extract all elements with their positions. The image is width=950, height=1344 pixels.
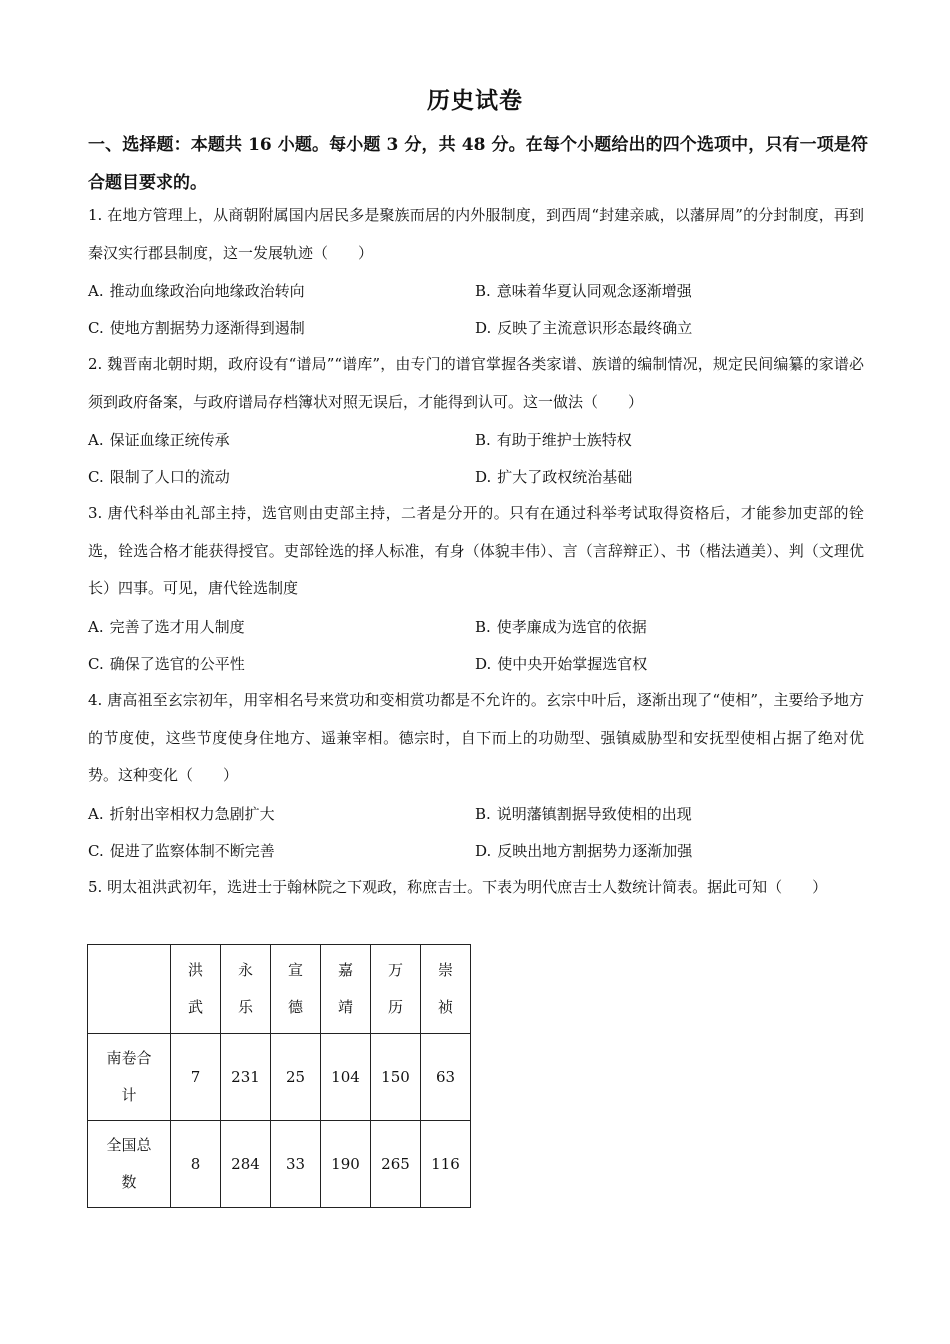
question-3-option-d xyxy=(475,654,647,674)
option-letter: A. xyxy=(88,282,104,300)
row-label-top: 全国总 xyxy=(106,1136,152,1154)
row-label-bottom: 计 xyxy=(121,1086,137,1104)
column-header-top: 崇 xyxy=(437,961,453,979)
option-text: 折射出宰相权力急剧扩大 xyxy=(109,805,275,823)
option-letter: C. xyxy=(88,842,104,860)
question-2-option-b xyxy=(475,430,632,450)
question-2-option-c xyxy=(88,467,230,487)
option-text: 反映了主流意识形态最终确立 xyxy=(497,319,693,337)
table-cell: 8 xyxy=(171,1121,221,1208)
table-cell: 150 xyxy=(371,1034,421,1121)
table-cell: 116 xyxy=(421,1121,471,1208)
table-column-header xyxy=(221,945,271,1034)
option-letter: A. xyxy=(88,431,104,449)
table-cell: 104 xyxy=(321,1034,371,1121)
option-letter: C. xyxy=(88,319,104,337)
option-letter: D. xyxy=(475,655,492,673)
question-5-stem: 5. 明太祖洪武初年，选进士于翰林院之下观政，称庶吉士。下表为明代庶吉士人数统计简表。据此可知（ ） xyxy=(88,878,828,896)
table-header-row xyxy=(88,945,471,1034)
page-title: 历史试卷 xyxy=(427,87,523,114)
option-text: 说明藩镇割据导致使相的出现 xyxy=(496,805,692,823)
option-text: 保证血缘正统传承 xyxy=(109,431,230,449)
column-header-top: 永 xyxy=(237,961,253,979)
question-2-option-a xyxy=(88,430,230,450)
column-header-bottom: 靖 xyxy=(337,998,353,1016)
table-cell: 284 xyxy=(221,1121,271,1208)
question-2-stem: 2. 魏晋南北朝时期，政府设有“谱局”“谱库”，由专门的谱官掌握各类家谱、族谱的编制情况，规定民间编纂的家谱必须到政府备案，与政府谱局存档簿状对照无误后，才能得到认可。这一做法（ ） xyxy=(88,355,864,411)
option-text: 限制了人口的流动 xyxy=(109,468,230,486)
table-cell: 25 xyxy=(271,1034,321,1121)
option-text: 反映出地方割据势力逐渐加强 xyxy=(497,842,693,860)
question-3-option-a xyxy=(88,617,245,637)
option-letter: A. xyxy=(88,618,104,636)
option-text: 使地方割据势力逐渐得到遏制 xyxy=(109,319,305,337)
row-label xyxy=(88,1034,171,1121)
table-column-header xyxy=(171,945,221,1034)
option-letter: A. xyxy=(88,805,104,823)
column-header-top: 宣 xyxy=(287,961,303,979)
column-header-top: 洪 xyxy=(187,961,203,979)
question-3-option-c xyxy=(88,654,245,674)
question-1-option-b xyxy=(475,281,692,301)
option-letter: B. xyxy=(475,805,491,823)
shujishi-stats-table xyxy=(87,944,471,1208)
question-3-option-b xyxy=(475,617,647,637)
table-row xyxy=(88,1034,471,1121)
table-row xyxy=(88,1121,471,1208)
column-header-top: 万 xyxy=(387,961,403,979)
option-letter: C. xyxy=(88,468,104,486)
question-2-option-d xyxy=(475,467,632,487)
table-column-header xyxy=(371,945,421,1034)
section-heading: 一、选择题：本题共 16 小题。每小题 3 分，共 48 分。在每个小题给出的四个选项中，只有一项是符合题目要求的。 xyxy=(88,135,868,193)
table-column-header xyxy=(421,945,471,1034)
option-text: 意味着华夏认同观念逐渐增强 xyxy=(496,282,692,300)
table-cell: 190 xyxy=(321,1121,371,1208)
option-text: 使孝廉成为选官的依据 xyxy=(496,618,647,636)
option-letter: B. xyxy=(475,431,491,449)
table-corner-cell xyxy=(88,945,171,1034)
row-label-bottom: 数 xyxy=(121,1173,137,1191)
question-4-option-a xyxy=(88,804,275,824)
question-1-stem: 1. 在地方管理上，从商朝附属国内居民多是聚族而居的内外服制度，到西周“封建亲戚，以藩屏周”的分封制度，再到秦汉实行郡县制度，这一发展轨迹（ ） xyxy=(88,206,864,262)
option-letter: B. xyxy=(475,618,491,636)
column-header-bottom: 历 xyxy=(387,998,403,1016)
table-column-header xyxy=(271,945,321,1034)
question-3-stem: 3. 唐代科举由礼部主持，选官则由吏部主持，二者是分开的。只有在通过科举考试取得资格后，才能参加吏部的铨选，铨选合格才能获得授官。吏部铨选的择人标准，有身（体貌丰伟）、言（言辞辩正）、书（楷法遒美）、判（文理优长）四事。可见，唐代铨选制度 xyxy=(88,504,864,597)
question-4-stem: 4. 唐高祖至玄宗初年，用宰相名号来赏功和变相赏功都是不允许的。玄宗中叶后，逐渐出现了“使相”，主要给予地方的节度使，这些节度使身住地方、遥兼宰相。德宗时，自下而上的功勋型、强镇威胁型和安抚型使相占据了绝对优势。这种变化（ ） xyxy=(88,691,864,784)
question-4-option-c xyxy=(88,841,275,861)
column-header-bottom: 武 xyxy=(187,998,203,1016)
question-4-option-d xyxy=(475,841,692,861)
question-1-option-c xyxy=(88,318,305,338)
option-text: 有助于维护士族特权 xyxy=(496,431,632,449)
column-header-top: 嘉 xyxy=(337,961,353,979)
question-1-option-d xyxy=(475,318,692,338)
option-text: 完善了选才用人制度 xyxy=(109,618,245,636)
option-text: 使中央开始掌握选官权 xyxy=(497,655,648,673)
column-header-bottom: 乐 xyxy=(237,998,253,1016)
row-label-top: 南卷合 xyxy=(106,1049,152,1067)
question-1-option-a xyxy=(88,281,305,301)
option-text: 促进了监察体制不断完善 xyxy=(109,842,275,860)
table-cell: 7 xyxy=(171,1034,221,1121)
question-4-option-b xyxy=(475,804,692,824)
option-letter: C. xyxy=(88,655,104,673)
option-letter: D. xyxy=(475,468,492,486)
option-text: 扩大了政权统治基础 xyxy=(497,468,633,486)
option-text: 推动血缘政治向地缘政治转向 xyxy=(109,282,305,300)
table-column-header xyxy=(321,945,371,1034)
option-letter: D. xyxy=(475,842,492,860)
table-cell: 265 xyxy=(371,1121,421,1208)
option-text: 确保了选官的公平性 xyxy=(109,655,245,673)
table-cell: 231 xyxy=(221,1034,271,1121)
row-label xyxy=(88,1121,171,1208)
column-header-bottom: 祯 xyxy=(437,998,453,1016)
option-letter: B. xyxy=(475,282,491,300)
column-header-bottom: 德 xyxy=(287,998,303,1016)
table-cell: 63 xyxy=(421,1034,471,1121)
option-letter: D. xyxy=(475,319,492,337)
table-cell: 33 xyxy=(271,1121,321,1208)
